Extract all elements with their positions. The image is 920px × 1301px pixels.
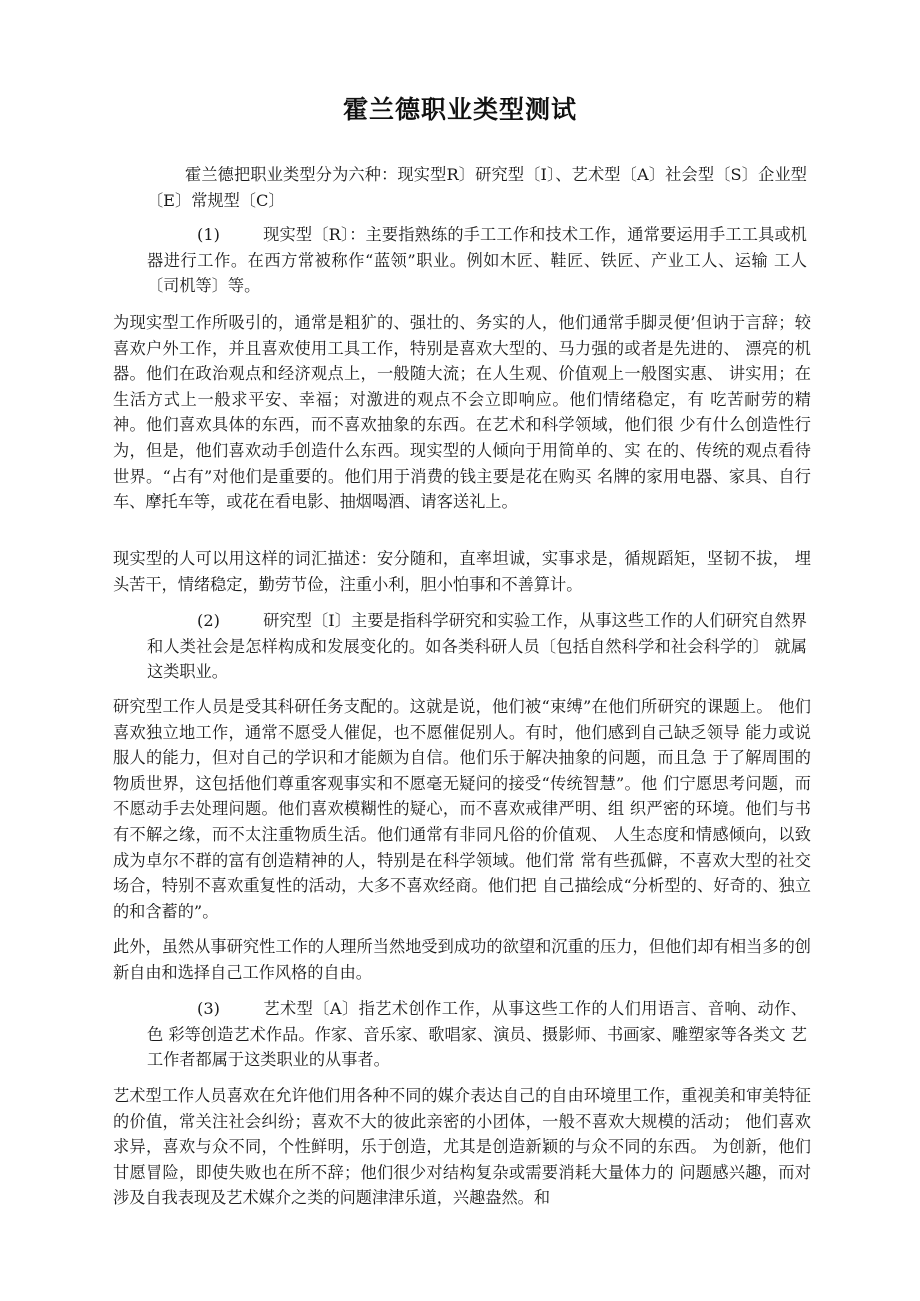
section-3-definition-text: 艺术型〔A〕指艺术创作工作，从事这些工作的人们用语言、音响、动作、色 彩等创造艺术作品。作家、音乐家、歌唱家、演员、摄影师、书画家、雕塑家等各类文 艺工作者都属于这类职业的从事者。 <box>147 999 807 1070</box>
section-3-definition <box>147 996 807 1073</box>
section-2-definition-text: 研究型〔I〕主要是指科学研究和实验工作，从事这些工作的人们研究自然界 和人类社会是怎样构成和发展变化的。如各类科研人员〔包括自然科学和社会科学的〕 就属这类职业。 <box>147 611 807 682</box>
section-2-paragraph-1: 研究型工作人员是受其科研任务支配的。这就是说，他们被“束缚”在他们所研究的课题上。 他们喜欢独立地工作，通常不愿受人催促，也不愿催促别人。有时，他们感到自己缺乏领导 能力或说服人的能力，但对自己的学识和才能颇为自信。他们乐于解决抽象的问题，而且急 于了解周围的物质世界，这包括他们尊重客观事实和不愿毫无疑问的接受“传统智慧”。他 们宁愿思考问题，而不愿动手去处理问题。他们喜欢模糊性的疑心，而不喜欢戒律严明、组 织严密的环境。他们与书有不解之缘，而不太注重物质生活。他们通常有非同凡俗的价值观、 人生态度和情感倾向，以致成为卓尔不群的富有创造精神的人，特别是在科学领域。他们常 常有些孤僻，不喜欢大型的社交场合，特别不喜欢重复性的活动，大多不喜欢经商。他们把 自己描绘成“分析型的、好奇的、独立的和含蓄的”。 <box>113 697 811 921</box>
section-1-number: (1) <box>197 225 220 244</box>
section-3-number: (3) <box>197 999 220 1018</box>
page-title: 霍兰德职业类型测试 <box>342 95 577 124</box>
section-1-definition <box>147 222 807 299</box>
intro-paragraph: 霍兰德把职业类型分为六种：现实型R〕研究型〔I〕、艺术型〔A〕社会型〔S〕企业型〔E〕常规型〔C〕 <box>147 165 807 210</box>
section-3-paragraph-1: 艺术型工作人员喜欢在允许他们用各种不同的媒介表达自己的自由环境里工作，重视美和审美特征的价值，常关注社会纠纷；喜欢不大的彼此亲密的小团体，一般不喜欢大规模的活动； 他们喜欢求异，喜欢与众不同，个性鲜明，乐于创造，尤其是创造新颖的与众不同的东西。 为创新，他们甘愿冒险，即使失败也在所不辞；他们很少对结构复杂或需要消耗大量体力的 问题感兴趣，而对涉及自我表现及艺术媒介之类的问题津津乐道，兴趣盎然。和 <box>113 1086 811 1208</box>
section-2-paragraph-2: 此外，虽然从事研究性工作的人理所当然地受到成功的欲望和沉重的压力，但他们却有相当多的创新自由和选择自己工作风格的自由。 <box>113 937 811 982</box>
section-1-paragraph-2: 现实型的人可以用这样的词汇描述：安分随和，直率坦诚，实事求是，循规蹈矩，坚韧不拔， 埋头苦干，情绪稳定，勤劳节俭，注重小利，胆小怕事和不善算计。 <box>113 549 811 594</box>
section-2-number: (2) <box>197 611 220 630</box>
section-1-definition-text: 现实型〔R〕：主要指熟练的手工工作和技术工作，通常要运用手工工具或机 器进行工作。在西方常被称作“蓝领”职业。例如木匠、鞋匠、铁匠、产业工人、运输 工人〔司机等〕等。 <box>147 225 807 296</box>
section-1-paragraph-1: 为现实型工作所吸引的，通常是粗犷的、强壮的、务实的人，他们通常手脚灵便’但讷于言辞；较喜欢户外工作，并且喜欢使用工具工作，特别是喜欢大型的、马力强的或者是先进的、 漂亮的机器。他们在政治观点和经济观点上，一般随大流；在人生观、价值观上一般图实惠、 讲实用；在生活方式上一般求平安、幸福；对激进的观点不会立即响应。他们情绪稳定，有 吃苦耐劳的精神。他们喜欢具体的东西，而不喜欢抽象的东西。在艺术和科学领域，他们很 少有什么创造性行为，但是，他们喜欢动手创造什么东西。现实型的人倾向于用简单的、实 在的、传统的观点看待世界。“占有”对他们是重要的。他们用于消费的钱主要是花在购买 名牌的家用电器、家具、自行车、摩托车等，或花在看电影、抽烟喝酒、请客送礼上。 <box>113 313 811 512</box>
section-2-definition <box>147 608 807 685</box>
